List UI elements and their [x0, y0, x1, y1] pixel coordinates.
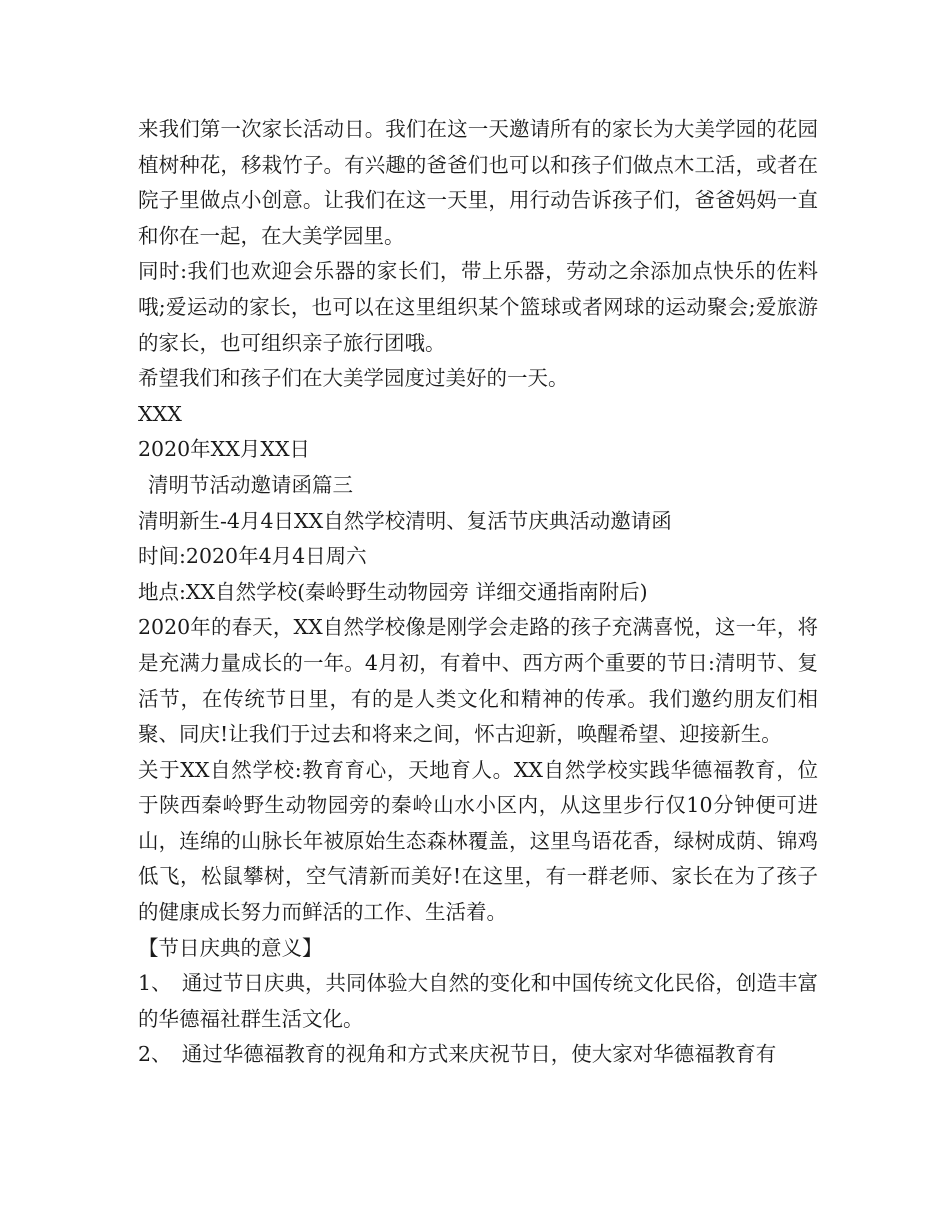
paragraph-parent-activity-day: 来我们第一次家长活动日。我们在这一天邀请所有的家长为大美学园的花园植树种花，移栽竹子。有兴趣的爸爸们也可以和孩子们做点木工活，或者在院子里做点小创意。让我们在这一天里，用行动告诉孩子们，爸爸妈妈一直和你在一起，在大美学园里。 — [138, 117, 818, 248]
list-item-2: 2、 通过华德福教育的视角和方式来庆祝节日，使大家对华德福教育有 — [138, 1042, 777, 1067]
list-item-1: 1、 通过节日庆典，共同体验大自然的变化和中国传统文化民俗，创造丰富的华德福社群生活文化。 — [138, 971, 818, 1031]
section-heading: 清明节活动邀请函篇三 — [148, 472, 353, 497]
event-location: 地点:XX自然学校(秦岭野生动物园旁 详细交通指南附后) — [138, 579, 648, 604]
subheading-festival-meaning: 【节日庆典的意义】 — [138, 935, 323, 960]
paragraph-musical-parents: 同时:我们也欢迎会乐器的家长们，带上乐器，劳动之余添加点快乐的佐料哦;爱运动的家长，也可以在这里组织某个篮球或者网球的运动聚会;爱旅游的家长，也可组织亲子旅行团哦。 — [138, 259, 818, 355]
paragraph-spring-intro: 2020年的春天，XX自然学校像是刚学会走路的孩子充满喜悦，这一年，将是充满力量成长的一年。4月初，有着中、西方两个重要的节日:清明节、复活节，在传统节日里，有的是人类文化和精神的传承。我们邀约朋友们相聚、同庆!让我们于过去和将来之间，怀古迎新，唤醒希望、迎接新生。 — [138, 615, 818, 747]
signature-date: 2020年XX月XX日 — [138, 437, 311, 462]
document-body — [138, 112, 818, 1073]
signature-name: XXX — [138, 401, 182, 426]
invitation-title: 清明新生-4月4日XX自然学校清明、复活节庆典活动邀请函 — [138, 508, 672, 533]
paragraph-closing-wish: 希望我们和孩子们在大美学园度过美好的一天。 — [138, 366, 569, 391]
paragraph-about-school: 关于XX自然学校:教育育心，天地育人。XX自然学校实践华德福教育，位于陕西秦岭野生动物园旁的秦岭山水小区内，从这里步行仅10分钟便可进山，连绵的山脉长年被原始生态森林覆盖，这里鸟语花香，绿树成荫、锦鸡低飞，松鼠攀树，空气清新而美好!在这里，有一群老师、家长在为了孩子的健康成长努力而鲜活的工作、生活着。 — [138, 757, 818, 925]
event-time: 时间:2020年4月4日周六 — [138, 544, 367, 569]
